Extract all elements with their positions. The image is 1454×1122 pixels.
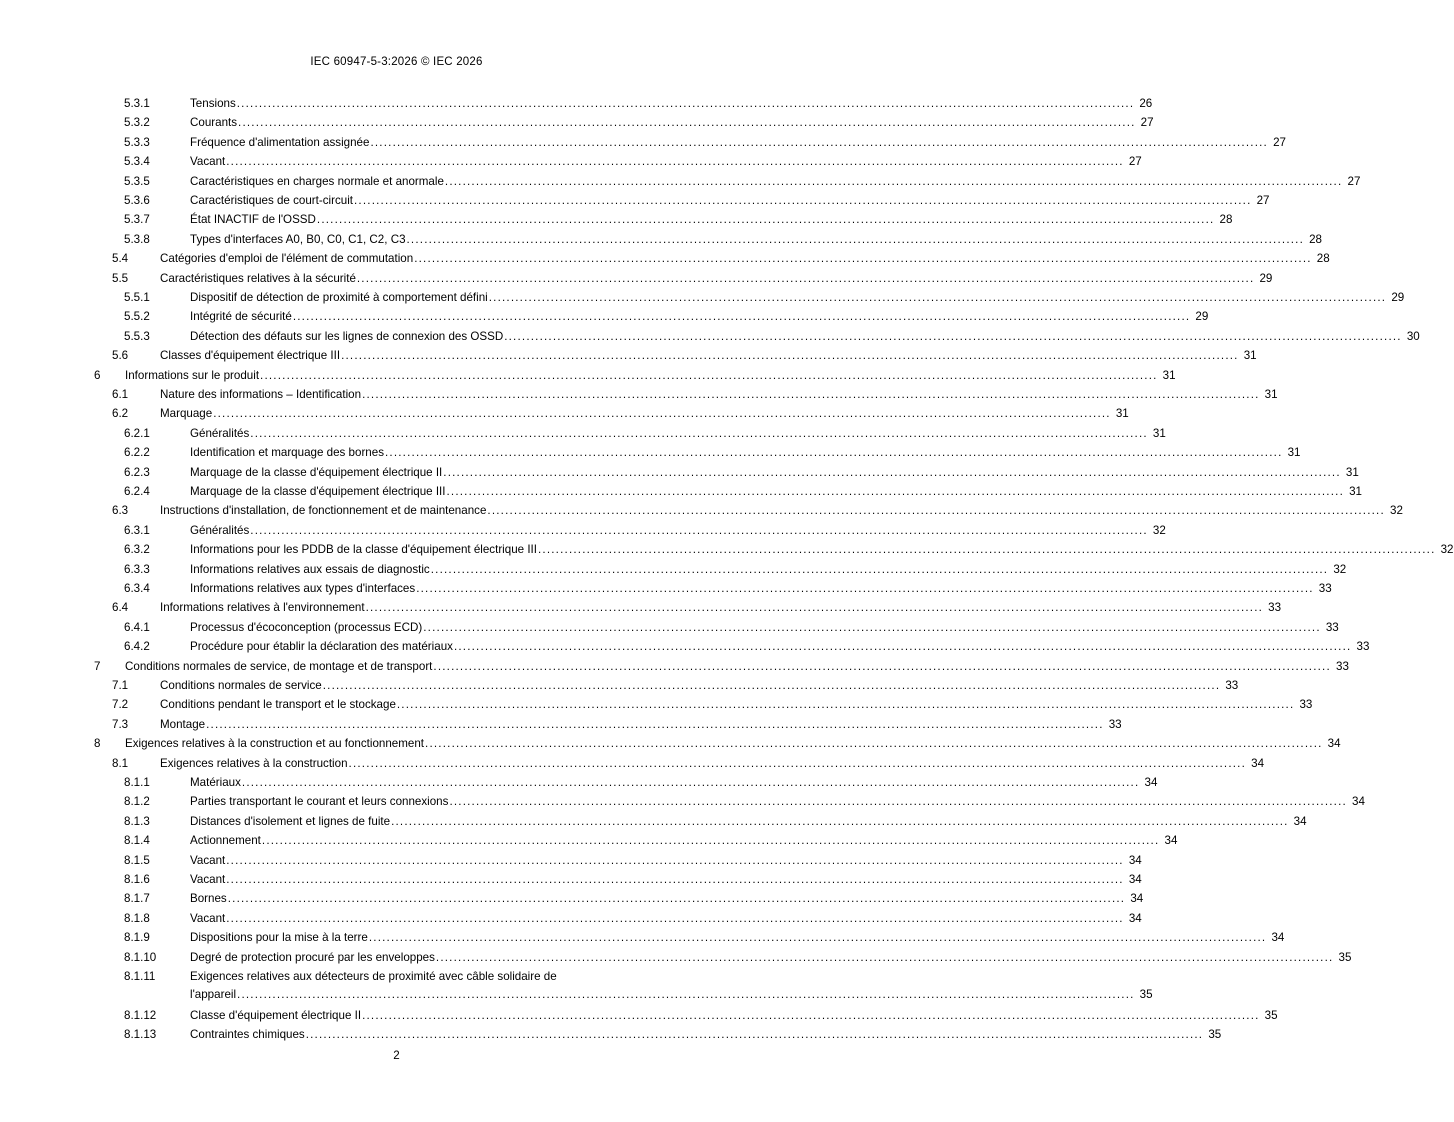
toc-title: Types d'interfaces A0, B0, C0, C1, C2, C3 [190,232,406,246]
toc-page: 34 [1293,814,1307,828]
toc-title: Caractéristiques en charges normale et anormale [190,174,444,188]
toc-title: Généralités [190,523,250,537]
toc-page: 31 [1287,446,1301,460]
toc-leader: ........................................................................................................................................................................................................... [446,485,1344,498]
toc-number: 8.1.13 [124,1028,157,1042]
toc-number: 8.1.10 [124,950,157,964]
toc-page: 33 [1325,620,1339,634]
toc-number: 8.1.3 [124,814,150,828]
toc-page: 33 [1299,698,1313,712]
document-header: IEC 60947-5-3:2026 © IEC 2026 [310,56,483,68]
toc-number: 5.3.3 [124,135,150,149]
toc-number: 5.5 [112,271,129,285]
toc-number: 5.5.3 [124,329,150,343]
toc-page: 28 [1309,232,1323,246]
toc-leader: ........................................................................................................................................................................................................... [348,756,1247,770]
toc-title: Degré de protection procuré par les enveloppes [190,950,435,964]
toc-title: Caractéristiques de court-circuit [190,194,354,207]
toc-number: 8 [94,737,101,751]
toc-entry[interactable] [0,540,1454,560]
toc-leader: ........................................................................................................................................................................................................... [261,834,1160,848]
toc-title: Informations relatives aux types d'interfaces [190,582,416,595]
toc-page: 34 [1251,756,1265,770]
toc-leader: ........................................................................................................................................................................................................... [444,174,1343,188]
toc-page: 33 [1108,717,1122,731]
toc-title: Matériaux [190,776,241,789]
toc-entry[interactable] [0,598,1282,618]
toc-number: 6.4.2 [124,640,150,654]
toc-leader: ........................................................................................................................................................................................................... [488,291,1387,304]
toc-title: Vacant [190,155,226,169]
toc-page: 34 [1130,892,1144,906]
toc-title: Instructions d'installation, de fonctionnement et de maintenance [160,504,487,518]
toc-page: 27 [1140,116,1154,130]
toc-leader: ........................................................................................................................................................................................................... [241,776,1140,789]
toc-leader: ........................................................................................................................................................................................................... [356,271,1255,285]
toc-title: État INACTIF de l'OSSD [190,213,316,227]
toc-page: 33 [1318,582,1332,595]
toc-entry[interactable] [0,715,1122,735]
toc-entry[interactable] [0,463,1359,483]
toc-title: Caractéristiques relatives à la sécurité [160,271,356,285]
toc-page: 27 [1347,174,1361,188]
toc-entry[interactable] [0,385,1278,405]
toc-title: Actionnement [190,834,261,848]
toc-leader: ........................................................................................................................................................................................................... [226,873,1124,886]
toc-page: 33 [1225,679,1239,692]
toc-title: Fréquence d'alimentation assignée [190,135,370,149]
toc-page: 34 [1352,795,1365,809]
toc-entry[interactable] [0,948,1352,968]
toc-entry[interactable] [0,94,1153,114]
toc-number: 8.1.12 [124,1008,157,1022]
toc-entry[interactable] [0,792,1365,812]
toc-entry[interactable] [0,346,1257,366]
toc-entry[interactable] [0,113,1154,133]
toc-title: Dispositions pour la mise à la terre [190,931,368,945]
toc-leader: ........................................................................................................................................................................................................... [354,194,1252,207]
toc-page: 30 [1406,329,1420,343]
toc-page: 34 [1144,776,1158,789]
toc-entry[interactable] [0,928,1285,948]
toc-number: 5.3.8 [124,232,150,246]
toc-title: Nature des informations – Identification [160,388,362,401]
toc-entry[interactable] [0,1006,1278,1026]
toc-leader: ........................................................................................................................................................................................................... [250,426,1148,440]
toc-title: Dispositif de détection de proximité à comportement défini [190,291,488,304]
toc-number: 6.3.1 [124,523,150,537]
toc-number: 8.1.11 [124,970,156,983]
toc-number: 6.2 [112,407,129,421]
toc-page: 29 [1259,271,1273,285]
toc-number: 5.3.1 [124,97,150,110]
toc-number: 5.6 [112,349,129,363]
toc-page: 34 [1128,853,1142,867]
toc-leader: ........................................................................................................................................................................................................... [226,911,1124,925]
toc-title: Montage [160,717,206,731]
toc-title: Informations relatives aux essais de diagnostic [190,562,430,576]
toc-title: Distances d'isolement et lignes de fuite [190,814,391,828]
toc-page: 32 [1152,523,1166,537]
toc-entry[interactable] [0,191,1270,211]
toc-title: Généralités [190,426,250,440]
toc-title: Vacant [190,911,226,925]
toc-title: Exigences relatives aux détecteurs de proximité avec câble solidaire de [190,970,557,983]
toc-page: 32 [1440,543,1454,557]
toc-title: Vacant [190,873,226,886]
toc-leader: ........................................................................................................................................................................................................... [443,465,1341,479]
toc-title: Classe d'équipement électrique II [190,1008,362,1022]
toc-entry[interactable] [0,172,1361,192]
toc-title: Informations pour les PDDB de la classe d'équipement électrique III [190,543,537,557]
toc-leader: ........................................................................................................................................................................................................... [322,679,1221,692]
toc-title: Procédure pour établir la déclaration des matériaux [190,640,453,654]
toc-page: 27 [1256,194,1270,207]
toc-number: 8.1.9 [124,931,150,945]
toc-leader: ........................................................................................................................................................................................................... [396,698,1295,712]
toc-page: 33 [1336,659,1349,673]
toc-title: Informations sur le produit [125,368,260,382]
toc-number: 6.2.2 [124,446,150,460]
toc-number: 5.3.6 [124,194,150,207]
toc-title-continuation: l'appareil [190,988,237,1001]
toc-leader: ........................................................................................................................................................................................................... [449,795,1347,809]
toc-leader: ........................................................................................................................................................................................................... [213,407,1111,421]
toc-page: 31 [1243,349,1257,363]
toc-entry[interactable] [0,404,1129,424]
toc-leader: ........................................................................................................................................................................................................... [316,213,1215,227]
toc-number: 7.1 [112,679,129,692]
toc-page: 33 [1268,601,1282,615]
toc-leader: ........................................................................................................................................................................................................... [250,523,1148,537]
toc-title: Processus d'écoconception (processus ECD) [190,620,423,634]
toc-title: Courants [190,116,238,130]
toc-title: Conditions pendant le transport et le stockage [160,698,396,712]
toc-entry[interactable] [0,560,1347,580]
toc-number: 5.3.4 [124,155,150,169]
toc-leader: ........................................................................................................................................................................................................... [430,562,1329,576]
toc-entry[interactable] [0,851,1142,871]
toc-title: Bornes [190,892,227,906]
toc-number: 7.2 [112,698,129,712]
toc-leader: ........................................................................................................................................................................................................... [206,717,1104,731]
toc-number: 8.1.8 [124,911,150,925]
toc-leader: ........................................................................................................................................................................................................... [435,950,1334,964]
toc-entry[interactable] [0,443,1301,463]
toc-entry[interactable] [0,618,1339,638]
toc-title: Exigences relatives à la construction et au fonctionnement [125,737,425,751]
toc-page: 31 [1162,368,1176,382]
toc-number: 5.4 [112,252,129,266]
toc-entry[interactable] [0,909,1142,929]
toc-entry[interactable] [0,307,1209,327]
toc-page: 28 [1219,213,1233,227]
toc-title: Identification et marquage des bornes [190,446,384,460]
toc-entry[interactable] [0,1025,1222,1045]
toc-entry[interactable] [0,812,1307,832]
toc-page: 32 [1390,504,1403,518]
toc-number: 8.1.4 [124,834,150,848]
toc-leader: ........................................................................................................................................................................................................... [292,310,1191,324]
toc-entry[interactable] [0,269,1273,289]
toc-number: 8.1.2 [124,795,150,809]
toc-page: 27 [1128,155,1142,169]
toc-title: Tensions [190,97,236,110]
toc-entry[interactable] [0,249,1330,269]
toc-entry[interactable] [0,870,1142,890]
toc-entry[interactable] [0,695,1313,715]
toc-number: 6.3.3 [124,562,150,576]
toc-number: 5.5.1 [124,291,150,304]
toc-leader: ........................................................................................................................................................................................................... [226,853,1124,867]
toc-number: 6.2.1 [124,426,150,440]
toc-leader: ........................................................................................................................................................................................................... [238,116,1136,130]
toc-title: Informations relatives à l'environnement [160,601,365,615]
toc-entry[interactable] [0,482,1362,502]
toc-leader: ........................................................................................................................................................................................................... [305,1028,1204,1042]
toc-entry[interactable] [0,967,1153,1005]
toc-leader: ........................................................................................................................................................................................................... [226,155,1124,169]
toc-number: 6.3.2 [124,543,150,557]
toc-entry[interactable] [0,579,1332,599]
toc-title: Intégrité de sécurité [190,310,292,324]
toc-page: 26 [1139,97,1153,110]
toc-number: 6 [94,368,101,382]
toc-leader: ........................................................................................................................................................................................................... [341,349,1239,363]
toc-entry[interactable] [0,734,1341,754]
toc-leader: ........................................................................................................................................................................................................... [227,892,1126,906]
toc-leader: ........................................................................................................................................................................................................... [406,232,1305,246]
toc-page: 35 [1139,988,1153,1001]
toc-title: Catégories d'emploi de l'élément de commutation [160,252,414,266]
toc-leader: ........................................................................................................................................................................................................... [385,446,1283,460]
toc-entry[interactable] [0,889,1144,909]
toc-title: Exigences relatives à la construction [160,756,348,770]
toc-leader: ........................................................................................................................................................................................................... [414,252,1312,266]
toc-leader: ........................................................................................................................................................................................................... [416,582,1314,595]
toc-page: 31 [1115,407,1129,421]
toc-title: Classes d'équipement électrique III [160,349,341,363]
toc-page: 35 [1208,1028,1222,1042]
toc-title: Marquage [160,407,213,421]
toc-leader: ........................................................................................................................................................................................................... [370,135,1268,149]
toc-entry[interactable] [0,773,1158,793]
toc-title: Parties transportant le courant et leurs connexions [190,795,449,809]
toc-page: 32 [1333,562,1347,576]
toc-entry[interactable] [0,366,1176,386]
toc-leader: ........................................................................................................................................................................................................... [362,1008,1260,1022]
toc-title: Vacant [190,853,226,867]
toc-leader: ........................................................................................................................................................................................................... [365,601,1264,615]
toc-number: 5.5.2 [124,310,150,324]
toc-number: 8.1 [112,756,129,770]
toc-entry[interactable] [0,676,1239,696]
toc-leader: ........................................................................................................................................................................................................... [433,659,1331,673]
toc-leader: ........................................................................................................................................................................................................... [236,97,1135,110]
toc-leader: ........................................................................................................................................................................................................... [362,388,1260,401]
toc-page: 28 [1316,252,1330,266]
toc-number: 6.4 [112,601,129,615]
toc-page: 27 [1273,135,1286,149]
toc-title: Détection des défauts sur les lignes de connexion des OSSD [190,329,504,343]
toc-entry[interactable] [0,754,1265,774]
toc-page: 35 [1338,950,1352,964]
toc-entry[interactable] [0,521,1166,541]
toc-leader: ........................................................................................................................................................................................................... [453,640,1352,654]
toc-title: Conditions normales de service [160,679,322,692]
toc-page: 33 [1356,640,1370,654]
toc-leader: ........................................................................................................................................................................................................... [368,931,1267,945]
toc-entry[interactable] [0,133,1286,153]
toc-entry[interactable] [0,657,1349,677]
toc-leader: ........................................................................................................................................................................................................... [423,620,1321,634]
toc-leader: ........................................................................................................................................................................................................... [538,543,1436,557]
toc-page: 29 [1391,291,1405,304]
toc-leader: ........................................................................................................................................................................................................... [260,368,1158,382]
toc-page: 34 [1271,931,1285,945]
toc-page: 31 [1345,465,1359,479]
toc-page: 31 [1152,426,1166,440]
toc-number: 6.4.1 [124,620,150,634]
toc-number: 6.2.3 [124,465,150,479]
toc-number: 5.3.7 [124,213,150,227]
toc-entry[interactable] [0,152,1142,172]
toc-number: 8.1.1 [124,776,150,789]
toc-leader: ........................................................................................................................................................................................................... [504,329,1402,343]
toc-leader: ........................................................................................................................................................................................................... [425,737,1323,751]
toc-leader: ........................................................................................................................................................................................................... [237,988,1135,1001]
toc-page: 31 [1264,388,1278,401]
toc-number: 6.3 [112,504,129,518]
toc-page: 34 [1164,834,1178,848]
toc-entry[interactable] [0,210,1233,230]
toc-number: 7 [94,659,101,673]
toc-leader: ........................................................................................................................................................................................................... [487,504,1385,518]
toc-title: Marquage de la classe d'équipement électrique II [190,465,443,479]
toc-page: 34 [1327,737,1341,751]
toc-number: 8.1.7 [124,892,150,906]
toc-page: 31 [1349,485,1362,498]
toc-page: 34 [1128,911,1142,925]
toc-entry[interactable] [0,424,1166,444]
toc-number: 5.3.2 [124,116,150,130]
page-number: 2 [393,1049,400,1062]
toc-number: 8.1.5 [124,853,150,867]
toc-entry[interactable] [0,230,1323,250]
toc-number: 6.2.4 [124,485,150,498]
toc-page: 34 [1128,873,1142,886]
toc-page: 29 [1195,310,1209,324]
toc-entry[interactable] [0,501,1403,521]
toc-entry[interactable] [0,637,1370,657]
toc-number: 8.1.6 [124,873,150,886]
toc-entry[interactable] [0,288,1405,308]
toc-title: Contraintes chimiques [190,1028,305,1042]
toc-number: 6.1 [112,388,129,401]
toc-number: 6.3.4 [124,582,150,595]
toc-entry[interactable] [0,831,1178,851]
toc-number: 5.3.5 [124,174,150,188]
toc-number: 7.3 [112,717,129,731]
toc-entry[interactable] [0,327,1420,347]
toc-page: 35 [1264,1008,1278,1022]
toc-leader: ........................................................................................................................................................................................................... [391,814,1289,828]
toc-title: Conditions normales de service, de montage et de transport [125,659,433,673]
toc-title: Marquage de la classe d'équipement électrique III [190,485,446,498]
